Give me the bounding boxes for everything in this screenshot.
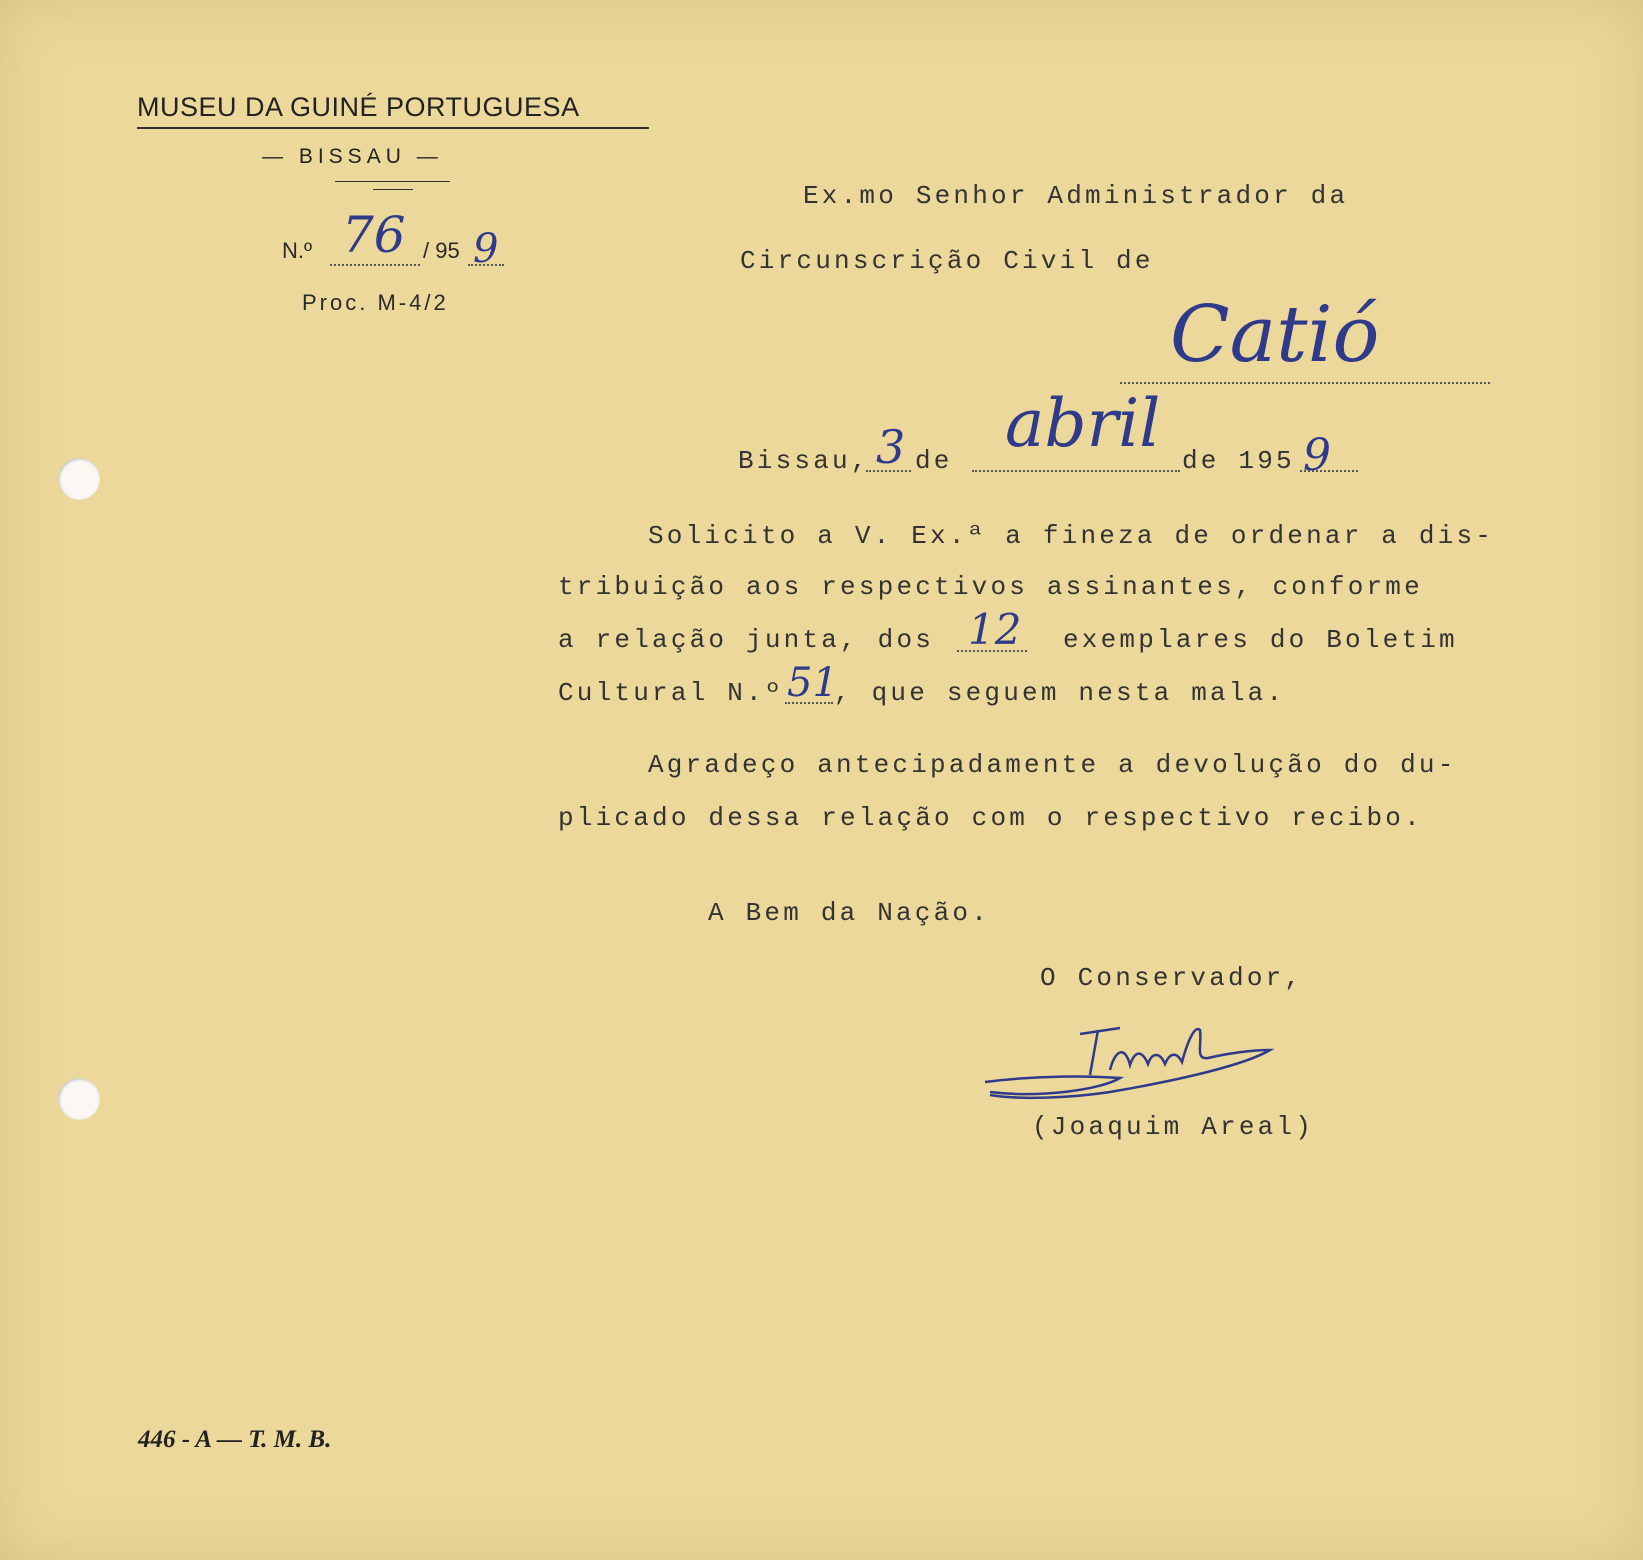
punch-hole-top bbox=[58, 458, 100, 500]
number-dotted-line bbox=[330, 264, 420, 266]
addressee-line-2: Circunscrição Civil de bbox=[740, 246, 1154, 276]
addressee-place-handwritten: Catió bbox=[1170, 290, 1380, 380]
year-digit-handwritten: 9 bbox=[473, 226, 499, 272]
date-de-1: de bbox=[915, 446, 953, 476]
body-p2-line-2: plicado dessa relação com o respectivo recibo. bbox=[558, 803, 1423, 833]
institution-underline bbox=[137, 127, 649, 129]
body-p1-line-3b: exemplares do Boletim bbox=[1063, 625, 1458, 655]
body-p1-line-3a: a relação junta, dos bbox=[558, 625, 935, 655]
letterhead-city: — BISSAU — bbox=[262, 145, 443, 168]
salutation: A Bem da Nação. bbox=[708, 898, 991, 928]
date-day-handwritten: 3 bbox=[876, 420, 906, 474]
place-dotted-line bbox=[1120, 382, 1490, 384]
body-p1-line-2: tribuição aos respectivos assinantes, conforme bbox=[558, 572, 1423, 602]
body-p2-line-1: Agradeço antecipadamente a devolução do du- bbox=[648, 750, 1457, 780]
letterhead-rule-short bbox=[373, 189, 413, 190]
number-value-handwritten: 76 bbox=[342, 206, 406, 264]
signatory-role: O Conservador, bbox=[1040, 963, 1304, 993]
institution-name: MUSEU DA GUINÉ PORTUGUESA bbox=[137, 92, 580, 122]
number-label: N.º bbox=[282, 238, 313, 263]
signatory-name: (Joaquim Areal) bbox=[1032, 1112, 1315, 1142]
printer-code: 446 - A — T. M. B. bbox=[138, 1426, 332, 1453]
date-de-year: de 195 bbox=[1182, 446, 1295, 476]
process-reference: Proc. M-4/2 bbox=[302, 290, 449, 315]
letterhead-rule bbox=[335, 181, 450, 182]
body-p1-line-1: Solicito a V. Ex.ª a fineza de ordenar a dis- bbox=[648, 521, 1495, 551]
count-handwritten: 12 bbox=[968, 605, 1022, 654]
body-p1-line-4b: , que seguem nesta mala. bbox=[834, 678, 1286, 708]
date-city: Bissau, bbox=[738, 446, 870, 476]
date-year-handwritten: 9 bbox=[1303, 430, 1331, 481]
date-month-dots bbox=[972, 470, 1180, 472]
addressee-line-1: Ex.mo Senhor Administrador da bbox=[803, 181, 1349, 211]
punch-hole-bottom bbox=[58, 1078, 100, 1120]
signature bbox=[980, 1020, 1320, 1120]
issue-handwritten: 51 bbox=[787, 660, 838, 706]
year-prefix: / 95 bbox=[423, 238, 460, 263]
body-p1-line-4a: Cultural N.º bbox=[558, 678, 784, 708]
date-month-handwritten: abril bbox=[1005, 385, 1161, 462]
